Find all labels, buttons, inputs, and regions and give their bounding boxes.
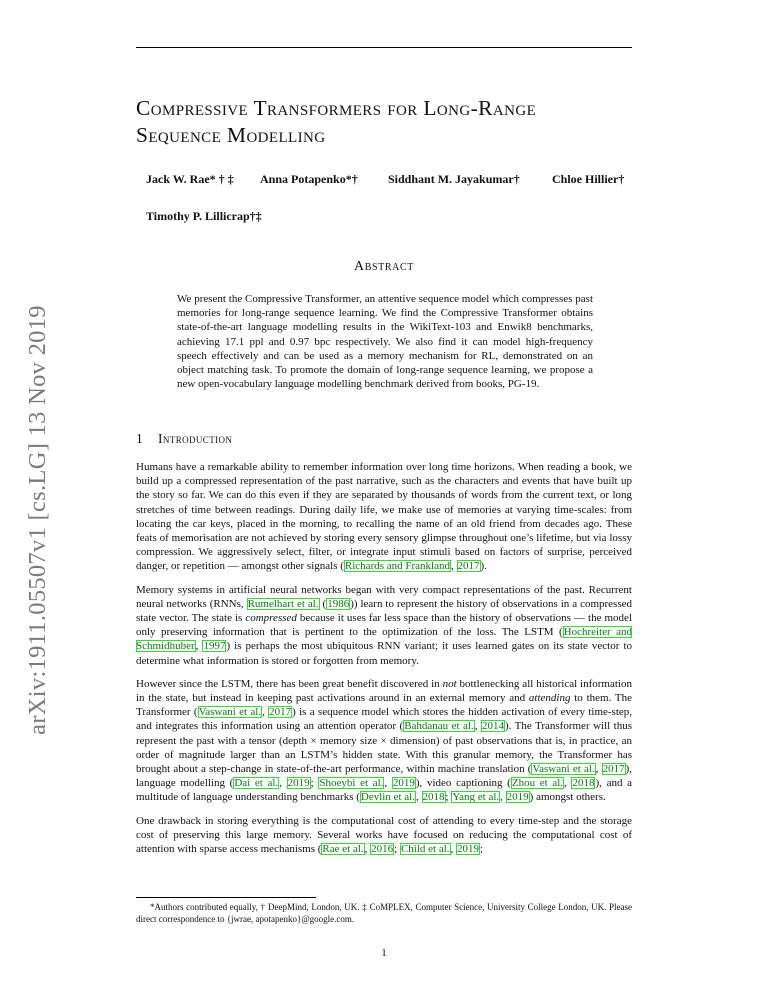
section-title: Introduction	[158, 431, 233, 446]
citation-link[interactable]: 1986	[327, 597, 350, 610]
citation-link[interactable]: 2017	[602, 763, 625, 776]
author-hillier: Chloe Hillier†	[552, 172, 625, 186]
paragraph-4: One drawback in storing everything is the computational cost of attending to every time-step and the storage cost of preserving this large memory. Several works have focused on reducing the computational cost of attention with sparse access mechanisms (Rae et al., 2016; Child et al., 2019;	[136, 814, 632, 856]
page-number: 1	[381, 947, 387, 959]
citation-link[interactable]: Rumelhart et al.	[247, 597, 319, 610]
citation-link[interactable]: 2019	[392, 777, 415, 790]
citation-link[interactable]: 2014	[481, 720, 504, 733]
paper-title	[136, 95, 656, 149]
citation-link[interactable]: 2016	[371, 843, 394, 856]
author-rae: Jack W. Rae* † ‡	[146, 172, 234, 186]
citation-link[interactable]: 2019	[506, 791, 529, 804]
citation-link[interactable]: Bahdanau et al.	[404, 720, 474, 733]
author-jayakumar: Siddhant M. Jayakumar†	[388, 172, 520, 186]
citation-link[interactable]: Rae et al.	[322, 843, 364, 856]
citation-link[interactable]: 2019	[457, 843, 480, 856]
citation-link[interactable]: Hochreiter and Schmidhuber	[136, 626, 632, 653]
citation-link[interactable]: 2018	[572, 777, 595, 790]
citation-link[interactable]: Zhou et al.	[511, 777, 564, 790]
abstract-text: We present the Compressive Transformer, an attentive sequence model which compresses past memories for long-range sequence learning. We find the Compressive Transformer obtains state-of-the-art language modelling results in the WikiText-103 and Enwik8 benchmarks, achieving 17.1 ppl and 0.97 bpc respectively. We also find it can model high-frequency speech effectively and can be used as a memory mechanism for RL, demonstrated on an object matching task. To promote the domain of long-range sequence learning, we propose a new open-vocabulary language modelling benchmark derived from books, PG-19.	[177, 293, 593, 391]
abstract-heading: Abstract	[354, 259, 414, 274]
author-lillicrap: Timothy P. Lillicrap†‡	[146, 209, 262, 223]
title-line-1: Compressive Transformers for Long-Range	[136, 96, 537, 120]
section-heading	[136, 431, 232, 447]
citation-link[interactable]: Child et al.	[400, 843, 450, 856]
title-line-2: Sequence Modelling	[136, 123, 326, 147]
citation-link[interactable]: 2019	[287, 777, 310, 790]
citation-link[interactable]: Shoeybi et al.	[319, 777, 384, 790]
paragraph-1: Humans have a remarkable ability to remember information over long time horizons. When reading a book, we build up a compressed representation of the past narrative, such as the characters and events that have built up the story so far. We can do this even if they are separated by thousands of words from the current text, or long stretches of time between readings. During daily life, we make use of memories at varying time-scales: from locating the car keys, placed in the morning, to recalling the name of an old friend from decades ago. These feats of memorisation are not achieved by storing every sensory glimpse throughout one’s lifetime, but via lossy compression. We aggressively select, filter, or integrate input stimuli based on factors of surprise, perceived danger, or repetition — amongst other signals (Richards and Frankland, 2017).	[136, 461, 632, 573]
arxiv-sidebar	[18, 260, 58, 780]
citation-link[interactable]: Devlin et al.	[360, 791, 415, 804]
citation-link[interactable]: Vaswani et al.	[198, 706, 262, 719]
footnote-rule	[136, 897, 316, 898]
citation-link[interactable]: Vaswani et al.	[532, 763, 595, 776]
paragraph-2: Memory systems in artificial neural networks began with very compact representations of the past. Recurrent neural networks (RNNs, Rumelhart et al. (1986)) learn to represent the history of observations in a compressed state vector. The state is compressed because it uses far less space than the history of observations — the model only preserving information that is pertinent to the optimization of the loss. The LSTM (Hochreiter and Schmidhuber, 1997) is perhaps the most ubiquitous RNN variant; it uses learned gates on its state vector to determine what information is stored or forgotten from memory.	[136, 583, 633, 667]
citation-link[interactable]: 2017	[457, 560, 480, 573]
citation-link[interactable]: 2017	[269, 706, 292, 719]
citation-link[interactable]: Yang et al.	[452, 791, 500, 804]
citation-link[interactable]: Richards and Frankland	[344, 560, 450, 573]
citation-link[interactable]: Dai et al.	[234, 777, 279, 790]
paragraph-3: However since the LSTM, there has been great benefit discovered in not bottlenecking all historical information in the state, but instead in keeping past activations around in an external memory and attending to them. The Transformer (Vaswani et al., 2017) is a sequence model which stores the hidden activation of every time-step, and integrates this information using an attention operator (Bahdanau et al., 2014). The Transformer will thus represent the past with a tensor (depth × memory size × dimension) of past observations that is, in practice, an order of magnitude larger than an LSTM’s hidden state. With this granular memory, the Transformer has brought about a step-change in state-of-the-art performance, within machine translation (Vaswani et al., 2017), language modelling (Dai et al., 2019; Shoeybi et al., 2019), video captioning (Zhou et al., 2018), and a multitude of language understanding benchmarks (Devlin et al., 2018; Yang et al., 2019) amongst others.	[136, 677, 633, 804]
top-rule	[136, 47, 632, 48]
footnote: *Authors contributed equally, † DeepMind, London, UK. ‡ CoMPLEX, Computer Science, University College London, UK. Please direct correspondence to {jwrae, apotapenko}@google.com.	[136, 902, 632, 924]
citation-link[interactable]: 1997	[203, 640, 226, 653]
section-number: 1	[136, 431, 144, 446]
arxiv-identifier[interactable]: arXiv:1911.05507v1 [cs.LG] 13 Nov 2019	[24, 305, 51, 735]
citation-link[interactable]: 2018	[422, 791, 445, 804]
author-potapenko: Anna Potapenko*†	[260, 172, 358, 186]
intro-body	[136, 460, 632, 865]
